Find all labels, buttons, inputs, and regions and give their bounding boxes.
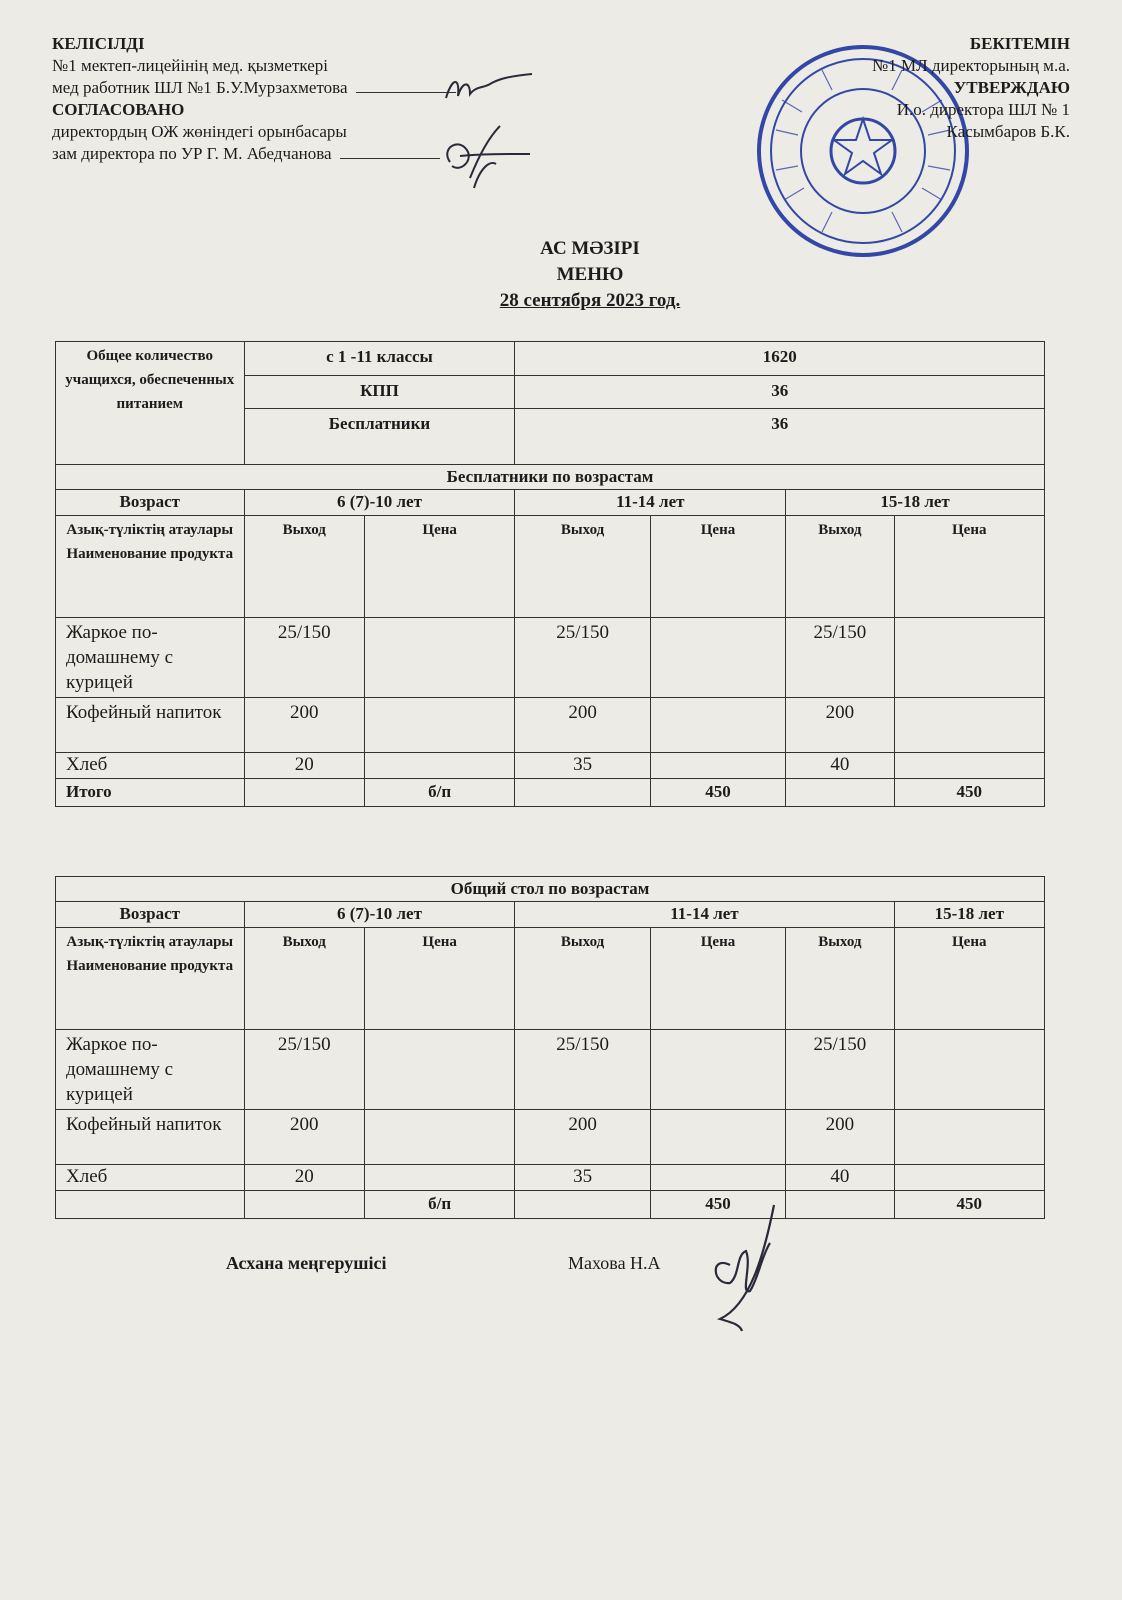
empty-cell [786,779,894,807]
output-value: 25/150 [244,618,364,698]
product-name: Жаркое по-домашнему с курицей [56,1030,245,1110]
age-group: 6 (7)-10 лет [244,490,515,516]
column-output: Выход [515,516,650,618]
price-cell [650,753,785,779]
age-group: 6 (7)-10 лет [244,902,515,928]
output-value: 25/150 [786,1030,894,1110]
total-price: б/п [364,779,514,807]
output-value: 200 [244,1110,364,1165]
price-cell [650,1165,785,1191]
output-value: 20 [244,753,364,779]
document-title [0,236,1122,314]
price-cell [364,1110,514,1165]
product-name-header: Азық-түліктің атаулары Наименование продукта [56,516,245,618]
price-cell [364,1165,514,1191]
summary-row-value: 36 [515,409,1045,465]
output-value: 200 [786,1110,894,1165]
column-price: Цена [364,928,514,1030]
price-cell [364,618,514,698]
deputy-signature-image [430,118,540,198]
students-total-label: Общее количество учащихся, обеспеченных питанием [56,342,245,465]
signature-line [340,158,440,159]
approve-kz-label: БЕКІТЕМІН [969,34,1070,53]
output-value: 25/150 [786,618,894,698]
product-name: Кофейный напиток [56,698,245,753]
price-cell [650,1110,785,1165]
free-meals-table [55,341,1045,807]
table-row [56,1030,1045,1110]
summary-row-value: 1620 [515,342,1045,376]
canteen-head-role: Асхана меңгерушісі [226,1253,387,1273]
price-cell [894,1165,1044,1191]
canteen-head-signature-image [700,1195,800,1335]
output-value: 200 [786,698,894,753]
age-group: 15-18 лет [894,902,1044,928]
table-row [56,698,1045,753]
output-value: 200 [244,698,364,753]
product-name: Хлеб [56,753,245,779]
column-price: Цена [894,516,1044,618]
director-name: Касымбаров Б.К. [946,122,1070,141]
output-value: 35 [515,1165,650,1191]
price-cell [364,1030,514,1110]
column-output: Выход [244,516,364,618]
table-row [56,753,1045,779]
general-table [55,876,1045,1219]
total-price: 450 [894,1191,1044,1219]
title-kz: АС МӘЗІРІ [540,238,640,259]
age-group: 11-14 лет [515,490,786,516]
summary-row-name: Бесплатники [244,409,515,465]
director-ru: И.о. директора ШЛ № 1 [896,100,1070,119]
approval-right-block [872,33,1070,143]
output-value: 40 [786,1165,894,1191]
medworker-signature-image [440,68,540,108]
med-worker-ru-text: мед работник ШЛ №1 Б.У.Мурзахметова [52,78,348,97]
total-price: 450 [650,779,785,807]
total-label [56,1191,245,1219]
table-row [56,1110,1045,1165]
column-output: Выход [515,928,650,1030]
output-value: 20 [244,1165,364,1191]
agreed-ru-label: СОГЛАСОВАНО [52,100,185,119]
price-cell [650,618,785,698]
output-value: 25/150 [515,1030,650,1110]
output-value: 35 [515,753,650,779]
empty-cell [515,779,650,807]
output-value: 200 [515,698,650,753]
column-price: Цена [650,516,785,618]
title-ru: МЕНЮ [556,264,624,285]
table-row [56,1165,1045,1191]
total-label: Итого [56,779,245,807]
price-cell [364,698,514,753]
column-price: Цена [364,516,514,618]
output-value: 25/150 [244,1030,364,1110]
empty-cell [244,779,364,807]
menu-date: 28 сентября 2023 год. [499,290,681,311]
approve-ru-label: УТВЕРЖДАЮ [953,78,1070,97]
deputy-ru [52,143,456,165]
product-name: Хлеб [56,1165,245,1191]
empty-cell [515,1191,650,1219]
total-row [56,779,1045,807]
price-cell [894,753,1044,779]
product-name: Кофейный напиток [56,1110,245,1165]
price-cell [364,753,514,779]
total-price: 450 [894,779,1044,807]
age-group: 15-18 лет [786,490,1045,516]
column-price: Цена [650,928,785,1030]
med-worker-ru [52,77,456,99]
column-price: Цена [894,928,1044,1030]
product-name-header: Азық-түліктің атаулары Наименование продукта [56,928,245,1030]
price-cell [894,698,1044,753]
age-label: Возраст [56,902,245,928]
summary-row-name: с 1 -11 классы [244,342,515,376]
price-cell [650,1030,785,1110]
deputy-kz: директордың ОЖ жөніндегі орынбасары [52,122,347,141]
med-worker-kz: №1 мектеп-лицейінің мед. қызметкері [52,56,328,75]
approval-left-block [52,33,456,165]
table-section-title: Общий стол по возрастам [56,877,1045,902]
empty-cell [244,1191,364,1219]
canteen-head-name: Махова Н.А [568,1253,661,1273]
column-output: Выход [786,928,894,1030]
summary-row-value: 36 [515,376,1045,409]
price-cell [894,1030,1044,1110]
price-cell [650,698,785,753]
total-price: 450 [650,1191,785,1219]
agreed-kz-label: КЕЛІСІЛДІ [52,34,145,53]
age-group: 11-14 лет [515,902,894,928]
deputy-ru-text: зам директора по УР Г. М. Абедчанова [52,144,332,163]
director-kz: №1 МЛ директорының м.а. [872,56,1070,75]
total-price: б/п [364,1191,514,1219]
output-value: 200 [515,1110,650,1165]
product-name: Жаркое по-домашнему с курицей [56,618,245,698]
summary-row-name: КПП [244,376,515,409]
price-cell [894,618,1044,698]
column-output: Выход [244,928,364,1030]
total-row [56,1191,1045,1219]
column-output: Выход [786,516,894,618]
empty-cell [786,1191,894,1219]
price-cell [894,1110,1044,1165]
table-section-title: Бесплатники по возрастам [56,465,1045,490]
output-value: 25/150 [515,618,650,698]
age-label: Возраст [56,490,245,516]
table-row [56,618,1045,698]
output-value: 40 [786,753,894,779]
